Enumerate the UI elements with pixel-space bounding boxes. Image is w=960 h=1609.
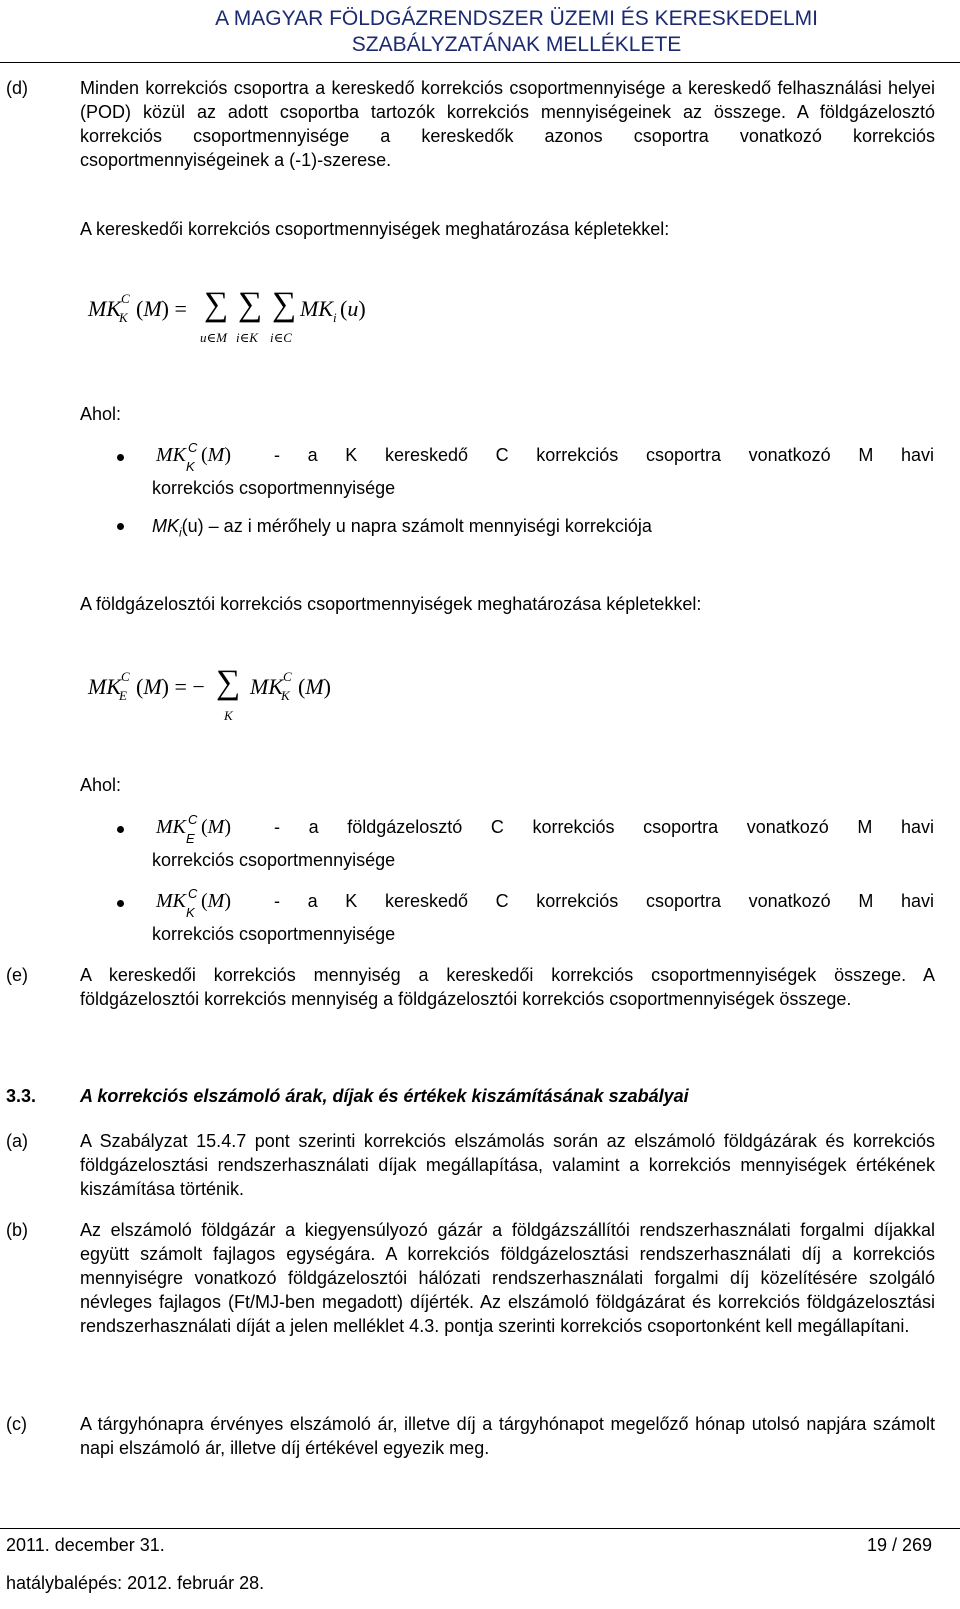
item-d-label: (d) [6,78,28,98]
bullet-3 [156,812,934,846]
formula-intro-2: A földgázelosztói korrekciós csoportmennyiségek meghatározása képletekkel: [80,594,702,614]
formula-kereskedoi: MK C K (M) = ∑ ∑ ∑ u∈M i∈K i∈C MK i (u) [88,286,366,345]
bullet-2 [152,514,652,545]
formula-foldgazeloszto: MK C E (M) = − ∑ K MK C K (M) [88,664,331,723]
ahol-label-2: Ahol: [80,775,122,795]
bullet-4-line2: korrekciós csoportmennyisége [152,924,396,944]
bullet-marker [117,523,124,530]
bullet-4 [156,886,934,920]
header-line-2: SZABÁLYZATÁNAK MELLÉKLETE [351,33,682,56]
item-d-text: Minden korrekciós csoportra a kereskedő korrekciós csoportmennyisége a kereskedő felhasználási helyei (POD) közül az adott csoportba tartozók korrekciós mennyiségeinek az összege. A földgázelosztó korrekciós csoportmennyisége a kereskedők azonos csoportra vonatkozó korrekciós csoportmennyiségeinek a (-1)-szerese. [80,78,935,170]
section-number: 3.3. [6,1086,37,1106]
bullet-marker [117,900,124,907]
item-c-text: A tárgyhónapra érvényes elszámoló ár, illetve díj a tárgyhónapot megelőző hónap utolsó napjára számolt napi elszámoló ár, illetve díj értékével egyezik meg. [80,1414,935,1458]
bullet-3-line2: korrekciós csoportmennyisége [152,850,396,870]
bullet-1-line2: korrekciós csoportmennyisége [152,478,396,498]
formula-mk-k-2: MK C K (M) [156,886,232,920]
bullet-2-sub: i [179,525,182,540]
footer-divider [0,1528,960,1529]
footer-date: 2011. december 31. [6,1535,165,1555]
header-divider [0,62,960,63]
bullet-4-text: - a K kereskedő C korrekciós csoportra vonatkozó M havi [274,891,934,911]
bullet-marker [117,454,124,461]
item-b-label: (b) [6,1220,28,1240]
footer-effective-date: hatálybalépés: 2012. február 28. [6,1573,265,1593]
header-line-1: A MAGYAR FÖLDGÁZRENDSZER ÜZEMI ÉS KERESKEDELMI [215,7,818,30]
item-a-text: A Szabályzat 15.4.7 pont szerinti korrekciós elszámolás során az elszámoló földgázárak és korrekciós földgázelosztási rendszerhasználati díjak megállapítása, valamint a korrekciós mennyiségek értékének kiszámítása történik. [80,1131,935,1199]
footer-page-number: 19 / 269 [866,1535,932,1555]
bullet-3-text: - a földgázelosztó C korrekciós csoportra vonatkozó M havi [274,817,934,837]
bullet-1 [156,440,934,474]
item-b-text: Az elszámoló földgázár a kiegyensúlyozó gázár a földgázszállítói rendszerhasználati forgalmi díjakkal együtt számolt fajlagos egységára. A korrekciós földgázelosztási rendszerhasználati díj a korrekciós mennyiségre vonatkozó földgázelosztói hálózati rendszerhasználati forgalmi díj közelítésére szolgáló névleges fajlagos (Ft/MJ-ben megadott) díjérték. Az elszámoló földgázárat és korrekciós földgázelosztási rendszerhasználati díját a jelen melléklet 4.3. pontja szerinti korrekciós csoportonként kell megállapítani. [80,1220,935,1336]
document-header [215,6,818,58]
formula-intro-1: A kereskedői korrekciós csoportmennyiségek meghatározása képletekkel: [80,219,670,239]
item-e-text: A kereskedői korrekciós mennyiség a kereskedői korrekciós csoportmennyiségek összege. A földgázelosztói korrekciós mennyiség a földgázelosztói korrekciós csoportmennyiségek összege. [80,965,935,1009]
section-title: A korrekciós elszámoló árak, díjak és értékek kiszámításának szabályai [80,1086,689,1106]
ahol-label-1: Ahol: [80,404,122,424]
item-a-label: (a) [6,1131,28,1151]
bullet-1-text: - a K kereskedő C korrekciós csoportra vonatkozó M havi [274,445,934,465]
bullet-marker [117,826,124,833]
bullet-2-mk: MK [152,516,179,536]
item-c-label: (c) [6,1414,27,1434]
formula-mk-k: MK C K (M) [156,440,232,474]
item-e-label: (e) [6,965,28,985]
bullet-2-text: (u) – az i mérőhely u napra számolt mennyiségi korrekciója [181,516,652,536]
formula-mk-e: MK C E (M) [156,812,232,846]
